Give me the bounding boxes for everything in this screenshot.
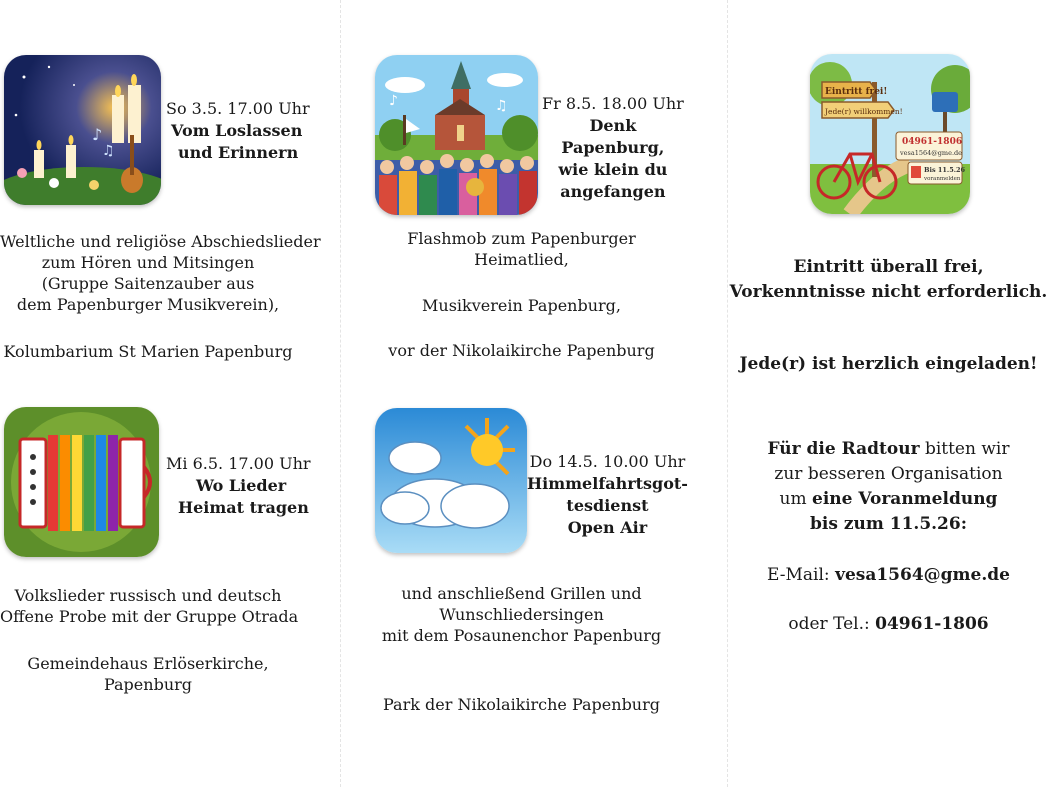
sign-arrow-2-text: Jede(r) willkommen!	[825, 107, 903, 116]
event-loslassen-place	[0, 341, 296, 362]
svg-text:♫: ♫	[102, 143, 115, 159]
event-denk-place	[350, 340, 693, 361]
free-entry-notice	[728, 255, 1049, 305]
candles-illustration	[4, 55, 161, 205]
bike-signpost-image	[810, 54, 970, 214]
radtour-bold: eine Voranmeldung	[812, 489, 998, 509]
bike-signpost-illustration	[810, 54, 970, 214]
sign-phone-text: 04961-1806	[902, 137, 963, 147]
radtour-line-3	[728, 487, 1049, 512]
description-line: und anschließend Grillen und	[401, 584, 642, 603]
event-himmelfahrt-place	[350, 694, 693, 715]
church-crowd-illustration	[375, 55, 538, 215]
event-wolieder-header	[166, 453, 311, 519]
radtour-line-1	[728, 437, 1049, 462]
sign-deadline-1-text: Bis 11.5.26	[924, 166, 966, 174]
radtour-line-4: bis zum 11.5.26:	[809, 514, 967, 534]
accordion-illustration	[4, 407, 159, 557]
phone-label: oder Tel.:	[788, 614, 876, 634]
event-title-line: Denk	[589, 116, 637, 135]
event-title-line: wie klein du	[558, 160, 668, 179]
description-line: zum Hören und Mitsingen	[41, 253, 255, 272]
description-line: (Gruppe Saitenzauber aus	[41, 274, 255, 293]
description-line: Heimatlied,	[474, 250, 569, 269]
event-title-line: tesdienst	[566, 496, 649, 515]
email-label: E-Mail:	[767, 565, 836, 585]
svg-text:♪: ♪	[389, 93, 398, 109]
candles-image	[4, 55, 161, 205]
event-himmelfahrt-description	[350, 583, 693, 646]
event-wolieder-description	[0, 585, 299, 627]
phone-contact	[728, 612, 1049, 637]
organizer-line: Musikverein Papenburg,	[422, 296, 621, 315]
event-date: So 3.5. 17.00 Uhr	[166, 99, 310, 118]
welcome-notice	[728, 352, 1049, 377]
accordion-image	[4, 407, 159, 557]
welcome-line: Jede(r) ist herzlich eingeladen!	[739, 354, 1038, 374]
event-title-line: Open Air	[567, 518, 648, 537]
radtour-notice	[728, 437, 1049, 537]
event-title-line: Papenburg,	[561, 138, 665, 157]
free-entry-line: Eintritt überall frei,	[793, 257, 984, 277]
description-line: Offene Probe mit der Gruppe Otrada	[0, 607, 299, 626]
event-title-line: und Erinnern	[178, 143, 299, 162]
description-line: Weltliche und religiöse Abschiedslieder	[0, 232, 321, 251]
place-line: Kolumbarium St Marien Papenburg	[3, 342, 293, 361]
phone-number[interactable]: 04961-1806	[875, 614, 989, 634]
event-title-line: Wo Lieder	[196, 476, 287, 495]
radtour-bold: Für die Radtour	[767, 439, 920, 459]
event-denk-organizer	[350, 295, 693, 316]
email-contact	[728, 563, 1049, 588]
email-address[interactable]: vesa1564@gme.de	[835, 565, 1010, 585]
description-line: Volkslieder russisch und deutsch	[14, 586, 282, 605]
sign-arrow-1-text: Eintritt frei!	[825, 87, 888, 97]
event-denk-header	[542, 93, 684, 203]
svg-text:♫: ♫	[495, 98, 508, 114]
description-line: Flashmob zum Papenburger	[407, 229, 636, 248]
event-himmelfahrt-header	[527, 451, 688, 539]
free-entry-line: Vorkenntnisse nicht erforderlich.	[729, 282, 1048, 302]
event-title-line: Heimat tragen	[178, 498, 309, 517]
event-wolieder-place	[0, 653, 296, 695]
event-title-line: angefangen	[560, 182, 666, 201]
description-line: mit dem Posaunenchor Papenburg	[381, 626, 662, 645]
event-loslassen-description	[0, 231, 321, 315]
sign-deadline-2-text: voranmelden	[924, 176, 961, 182]
radtour-line-2: zur besseren Organisation	[774, 464, 1003, 484]
sky-sun-image	[375, 408, 527, 553]
description-line: dem Papenburger Musikverein),	[16, 295, 280, 314]
church-crowd-image	[375, 55, 538, 215]
svg-text:♪: ♪	[92, 125, 103, 144]
fold-line-2	[727, 0, 728, 787]
place-line: vor der Nikolaikirche Papenburg	[388, 341, 655, 360]
cloud-sun-illustration	[375, 408, 527, 553]
event-loslassen-header	[166, 98, 310, 164]
event-date: Do 14.5. 10.00 Uhr	[529, 452, 686, 471]
event-date: Mi 6.5. 17.00 Uhr	[166, 454, 311, 473]
sign-email-text: vesa1564@gme.de	[900, 149, 963, 157]
event-date: Fr 8.5. 18.00 Uhr	[542, 94, 684, 113]
radtour-text: um	[779, 489, 813, 509]
event-title-line: Vom Loslassen	[171, 121, 303, 140]
fold-line-1	[340, 0, 341, 787]
event-title-line: Himmelfahrtsgot-	[527, 474, 688, 493]
place-line: Gemeindehaus Erlöserkirche,	[27, 654, 269, 673]
place-line: Papenburg	[103, 675, 193, 694]
event-denk-description	[350, 228, 693, 270]
radtour-text: bitten wir	[919, 439, 1010, 459]
description-line: Wunschliedersingen	[439, 605, 604, 624]
place-line: Park der Nikolaikirche Papenburg	[383, 695, 660, 714]
